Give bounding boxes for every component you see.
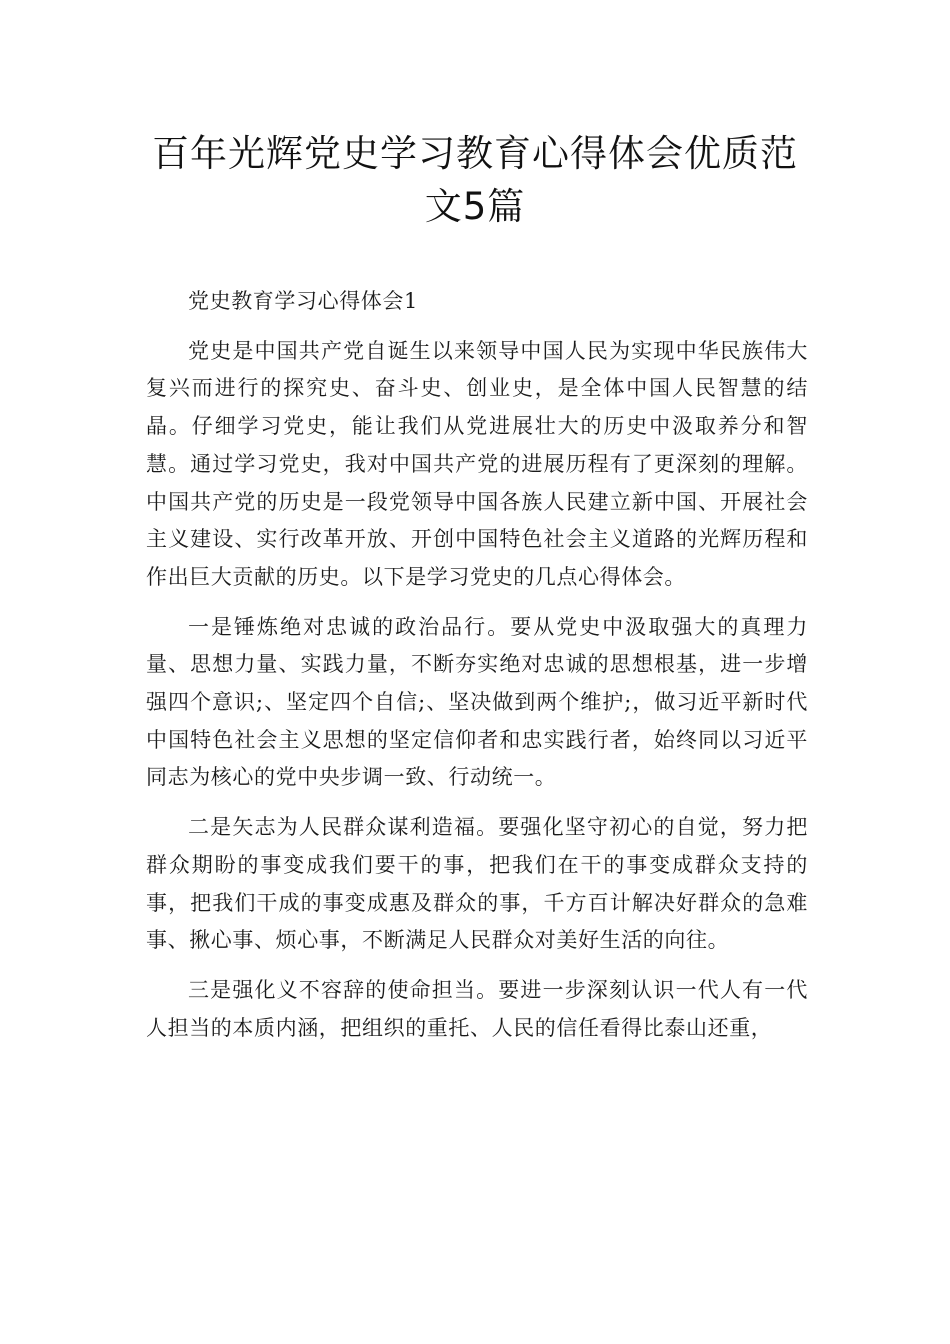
title-line-1: 百年光辉党史学习教育心得体会优质范 [152, 132, 798, 175]
section-heading: 党史教育学习心得体会1 [188, 289, 418, 313]
paragraph-1: 党史是中国共产党自诞生以来领导中国人民为实现中华民族伟大复兴而进行的探究史、奋斗史、创业史，是全体中国人民智慧的结晶。仔细学习党史，能让我们从党进展壮大的历史中汲取养分和智慧。通过学习党史，我对中国共产党的进展历程有了更深刻的理解。中国共产党的历史是一段党领导中国各族人民建立新中国、开展社会主义建设、实行改革开放、开创中国特色社会主义道路的光辉历程和作出巨大贡献的历史。以下是学习党史的几点心得体会。 [146, 338, 808, 589]
document-title [100, 127, 850, 233]
paragraph-2: 一是锤炼绝对忠诚的政治品行。要从党史中汲取强大的真理力量、思想力量、实践力量，不断夯实绝对忠诚的思想根基，进一步增强四个意识;、坚定四个自信;、坚决做到两个维护;，做习近平新时代中国特色社会主义思想的坚定信仰者和忠实践行者，始终同以习近平同志为核心的党中央步调一致、行动统一。 [146, 614, 808, 790]
document-body [146, 283, 808, 1059]
paragraph-3: 二是矢志为人民群众谋利造福。要强化坚守初心的自觉，努力把群众期盼的事变成我们要干的事，把我们在干的事变成群众支持的事，把我们干成的事变成惠及群众的事，千方百计解决好群众的急难事、揪心事、烦心事，不断满足人民群众对美好生活的向往。 [146, 815, 808, 953]
title-line-2: 文5篇 [424, 185, 526, 228]
paragraph-4: 三是强化义不容辞的使命担当。要进一步深刻认识一代人有一代人担当的本质内涵，把组织的重托、人民的信任看得比泰山还重， [146, 977, 808, 1040]
